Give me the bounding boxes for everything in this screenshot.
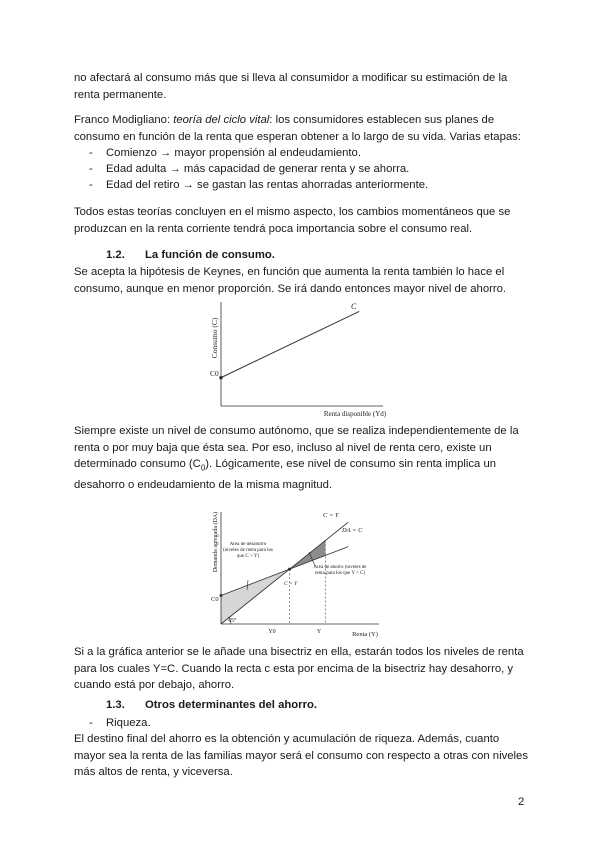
chart1-ylabel: Consumo (C): [210, 317, 219, 359]
chart1-consumption-line: [221, 311, 359, 377]
chart1-intercept-point: [219, 376, 223, 380]
list-marker: -: [89, 163, 93, 175]
chart1-series-label: C: [351, 302, 357, 311]
chart1-xlabel: Renta disponible (Yd): [323, 410, 387, 418]
heading-number: 1.3.: [106, 699, 125, 711]
paragraph-bisectriz: Si a la gráfica anterior se le añade una bisectriz en ella, estarán todos los niveles de renta para los cuales Y=C. Cuando la recta c esta por encima de la bisectriz hay desahorro, y cuando está por debajo, ahorro.: [74, 646, 524, 691]
chart2-line-da-label: DA = C: [342, 527, 363, 534]
chart2-intercept-label: C0: [211, 596, 219, 603]
paragraph-keynes: Se acepta la hipótesis de Keynes, en función que aumenta la renta también lo hace el consumo, aunque en menor proporción. Se irá dando entonces mayor nivel de ahorro.: [74, 266, 507, 295]
modigliani-author: Franco Modigliano:: [74, 114, 174, 126]
heading-number: 1.2.: [106, 249, 125, 261]
list-item-text: Edad del retiro → se gastan las rentas ahorradas anteriormente.: [106, 179, 429, 191]
chart2-desahorro-annotation: Área de desahorro (niveles de renta para los que C > Y): [223, 542, 273, 590]
chart2-equilibrium-point: [288, 568, 291, 571]
chart2-eq-label: C = Y: [284, 581, 298, 587]
chart2-line-cy-label: C = Y: [323, 512, 339, 519]
autonomo-text-b: ). Lógicamente, ese nivel de consumo sin renta implica un desahorro o endeudamiento de la misma magnitud.: [74, 458, 497, 491]
autonomo-subscript: 0: [200, 463, 206, 473]
list-item-text: Edad adulta → más capacidad de generar renta y se ahorra.: [106, 163, 410, 175]
paragraph-consumo-autonomo: [74, 423, 529, 493]
list-marker: -: [89, 717, 93, 729]
bisectriz-chart: [205, 502, 395, 640]
heading-title: La función de consumo.: [145, 249, 275, 261]
paragraph-modigliani: [74, 112, 529, 145]
list-item-text: Riqueza.: [106, 717, 151, 729]
heading-title: Otros determinantes del ahorro.: [145, 699, 318, 711]
page-number: 2: [518, 796, 525, 808]
paragraph-theories: Todos estas teorías concluyen en el mismo aspecto, los cambios momentáneos que se produzcan en la renta corriente tendrá poca importancia sobre el consumo real.: [74, 206, 511, 235]
chart2-angle-label: 45°: [228, 618, 237, 624]
list-marker: -: [89, 147, 93, 159]
chart2-ylabel: Demanda agregada (DA): [213, 511, 219, 573]
list-marker: -: [89, 179, 93, 191]
modigliani-theory: teoría del ciclo vital: [173, 114, 270, 126]
chart2-intercept-point: [220, 594, 223, 597]
chart2-tick-y: Y: [316, 629, 322, 635]
chart1-intercept-label: C0: [210, 369, 219, 378]
paragraph-riqueza: El destino final del ahorro es la obtención y acumulación de riqueza. Además, cuanto mayor sea la renta de las familias mayor será el consumo con respecto a otras con niveles más altos de renta, y viceversa.: [74, 733, 528, 778]
list-item-text: Comienzo → mayor propensión al endeudamiento.: [106, 147, 361, 159]
autonomo-text-a: Siempre existe un nivel de consumo autónomo, que se realiza independientemente de la renta o por muy baja que ésta sea. Por eso, incluso al nivel de renta cero, existe un determinado consumo (C: [74, 425, 519, 470]
paragraph-renta-permanente: no afectará al consumo más que si lleva al consumidor a modificar su estimación de la renta permanente.: [74, 72, 508, 101]
consumption-function-chart: [205, 296, 395, 420]
modigliani-description: : los consumidores establecen sus planes de consumo en función de la renta que esperan obtener a lo largo de su vida. Varias etapas:: [74, 114, 521, 143]
chart2-ahorro-annotation: Área de ahorro (niveles de renta para los que Y > C): [309, 552, 369, 601]
chart2-xlabel: Renta (Y): [352, 631, 378, 638]
chart2-tick-y0: Y0: [268, 629, 276, 635]
